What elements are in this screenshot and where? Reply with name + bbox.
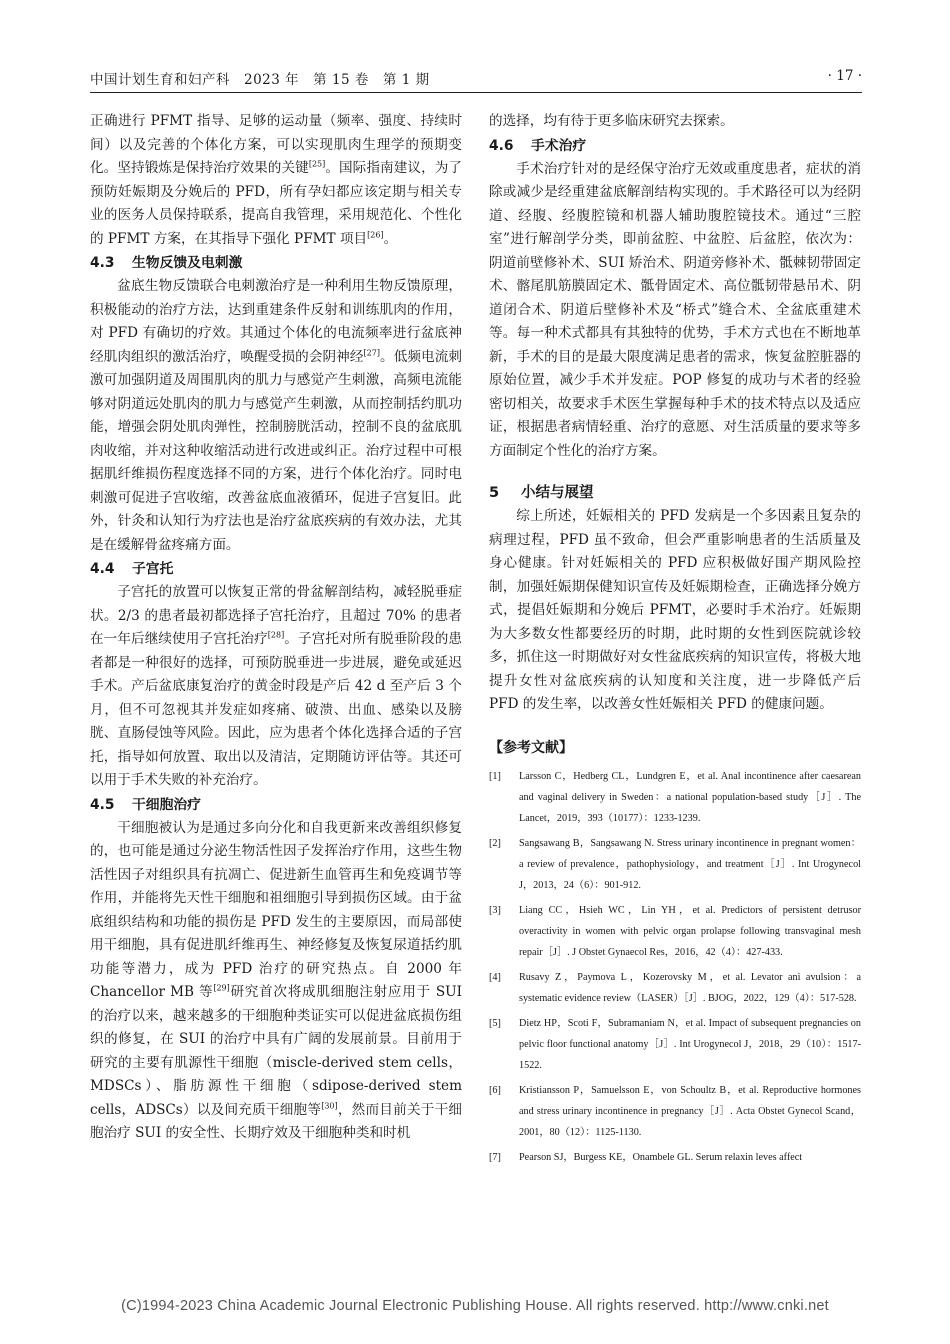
- reference-item: [5] Dietz HP，Scoti F，Subramaniam N，et al. Impact of subsequent pregnancies on pelvic floor functional anatomy［J］. Int Urogynecol J，2018，29（10）：1517-1522.: [489, 1018, 861, 1071]
- section-heading-4-5: 4.5 干细胞治疗: [90, 796, 201, 813]
- paragraph: 盆底生物反馈联合电刺激治疗是一种利用生物反馈原理，积极能动的治疗方法，达到重建条件反射和训练肌肉的作用，对 PFD 有确切的疗效。其通过个体化的电流频率进行盆底神经肌肉组织的激活治疗，唤醒受损的会阴神经[27]。低频电流刺激可加强阴道及周围肌肉的肌力与感觉产生刺激，高频电流能够对阴道远处肌肉的肌力与感觉产生刺激，从而控制括约肌功能，增强会阴处肌肉弹性，控制膀胱活动，控制不良的盆底肌肉收缩，并对这种收缩活动进行改进或纠正。治疗过程中可根据肌纤维损伤程度选择不同的方案，进行个体化治疗。同时电刺激可促进子宫收缩，改善盆底血液循环，促进子宫复旧。此外，针灸和认知行为疗法也是治疗盆底疾病的有效办法，尤其是在缓解骨盆疼痛方面。: [90, 278, 463, 553]
- section-heading-4-6: 4.6 手术治疗: [489, 137, 587, 154]
- journal-info: 中国计划生育和妇产科 2023 年 第 15 卷 第 1 期: [90, 72, 430, 88]
- reference-item: [6] Kristiansson P，Samuelsson E，von Schoultz B，et al. Reproductive hormones and stress urinary incontinence in pregnancy［J］. Acta Obstet Gynecol Scand，2001，80（12）：1125-1130.: [489, 1085, 861, 1138]
- paragraph: 综上所述，妊娠相关的 PFD 发病是一个多因素且复杂的病理过程，PFD 虽不致命，但会严重影响患者的生活质量及身心健康。针对妊娠相关的 PFD 应积极做好围产期风险控制，加强妊娠期保健知识宣传及妊娠期检查，正确选择分娩方式，提倡妊娠期和分娩后 PFMT，必要时手术治疗。妊娠期为大多数女性都要经历的时期，此时期的女性到医院就诊较多，抓住这一时期做好对女性盆底疾病的知识宣传，将极大地提升女性对盆底疾病的认知度和关注度，进一步降低产后 PFD 的发生率，以改善女性妊娠相关 PFD 的健康问题。: [489, 508, 861, 712]
- section-heading-5: 5 小结与展望: [489, 485, 594, 501]
- running-header: [90, 66, 862, 93]
- reference-item: [3] Liang CC，Hsieh WC，Lin YH，et al. Predictors of persistent detrusor overactivity in women with pelvic organ prolapse following transvaginal mesh repair［J］. J Obstet Gynaecol Res，2016，42（4）：427-433.: [489, 905, 861, 958]
- page-number: · 17 ·: [827, 68, 862, 84]
- reference-item: [7] Pearson SJ，Burgess KE，Onambele GL. Serum relaxin leves affect: [489, 1152, 803, 1163]
- left-column: [90, 110, 462, 1146]
- reference-item: [1] Larsson C，Hedberg CL，Lundgren E，et al. Anal incontinence after caesarean and vaginal delivery in Sweden：a national population-based study［J］. The Lancet，2019，393（10177）：1233-1239.: [489, 771, 861, 824]
- copyright-footer: (C)1994-2023 China Academic Journal Electronic Publishing House. All rights reserved. http://www.cnki.net: [121, 1298, 829, 1314]
- paragraph: 干细胞被认为是通过多向分化和自我更新来改善组织修复的，也可能是通过分泌生物活性因子发挥治疗作用，这些生物活性因子对组织具有抗凋亡、促进新生血管再生和免疫调节等作用，并能将先天性干细胞和祖细胞引导到损伤区域。由于盆底组织结构和功能的损伤是 PFD 发生的主要原因，而局部使用干细胞，具有促进肌纤维再生、神经修复及恢复尿道括约肌功能等潜力，成为 PFD 治疗的研究热点。自 2000 年 Chancellor MB 等[29]研究首次将成肌细胞注射应用于 SUI 的治疗以来，越来越多的干细胞种类证实可以促进盆底损伤组织的修复，在 SUI 的治疗中具有广阔的发展前景。目前用于研究的主要有肌源性干细胞（miscle-derived stem cells，MDSCs）、脂肪源性干细胞（sdipose-derived stem cells，ADSCs）以及间充质干细胞等[30]，然而目前关于干细胞治疗 SUI 的安全性、长期疗效及干细胞种类和时机: [90, 819, 463, 1141]
- right-column: [489, 110, 861, 1172]
- reference-item: [2] Sangsawang B，Sangsawang N. Stress urinary incontinence in pregnant women：a review of prevalence，pathophysiology，and treatment［J］. Int Urogynecol J，2013，24（6）：901-912.: [489, 838, 861, 891]
- paragraph: 手术治疗针对的是经保守治疗无效或重度患者，症状的消除或减少是经重建盆底解剖结构实现的。手术路径可以为经阴道、经腹、经腹腔镜和机器人辅助腹腔镜技术。通过“三腔室”进行解剖学分类，即前盆腔、中盆腔、后盆腔，依次为：阴道前壁修补术、SUI 矫治术、阴道旁修补术、骶棘韧带固定术、髂尾肌筋膜固定术、骶骨固定术、高位骶韧带悬吊术、阴道闭合术、阴道后壁修补术及“桥式”缝合术、全盆底重建术等。每一种术式都具有其独特的优势，手术方式也在不断地革新，手术的目的是最大限度满足患者的需求，恢复盆腔脏器的原始位置，减少手术并发症。POP 修复的成功与术者的经验密切相关，故要求手术医生掌握每种手术的技术特点以及适应证，根据患者病情轻重、治疗的意愿、对生活质量的要求等多方面制定个性化的治疗方案。: [489, 160, 861, 459]
- section-heading-4-3: 4.3 生物反馈及电刺激: [90, 255, 243, 271]
- paragraph: 子宫托的放置可以恢复正常的骨盆解剖结构，减轻脱垂症状。2/3 的患者最初都选择子宫托治疗，且超过 70% 的患者在一年后继续使用子宫托治疗[28]。子宫托对所有脱垂阶段的患者都是一种很好的选择，可预防脱垂进一步进展，避免或延迟手术。产后盆底康复治疗的黄金时段是产后 42 d 至产后 3 个月，但不可忽视其并发症如疼痛、破溃、出血、感染以及膀胱、直肠侵蚀等风险。因此，应为患者个体化选择合适的子宫托，指导如何放置、取出以及清洁，定期随访评估等。其还可以用于手术失败的补充治疗。: [90, 584, 463, 788]
- section-heading-4-4: 4.4 子宫托: [90, 561, 174, 577]
- paragraph: 正确进行 PFMT 指导、足够的运动量（频率、强度、持续时间）以及完善的个体化方案，可以实现肌肉生理学的预期变化。坚持锻炼是保持治疗效果的关键[25]。国际指南建议，为了预防妊娠期及分娩后的 PFD，所有孕妇都应该定期与相关专业的医务人员保持联系，提高自我管理，采用规范化、个性化的 PFMT 方案，在其指导下强化 PFMT 项目[26]。: [90, 113, 463, 247]
- paragraph: 的选择，均有待于更多临床研究去探索。: [489, 113, 734, 129]
- reference-list: [489, 766, 861, 1168]
- references-title: 【参考文献】: [489, 739, 573, 756]
- reference-item: [4] Rusavy Z，Paymova L，Kozerovsky M，et al. Levator ani avulsion：a systematic evidence review（LASER）［J］. BJOG，2022，129（4）：517-528.: [489, 972, 861, 1004]
